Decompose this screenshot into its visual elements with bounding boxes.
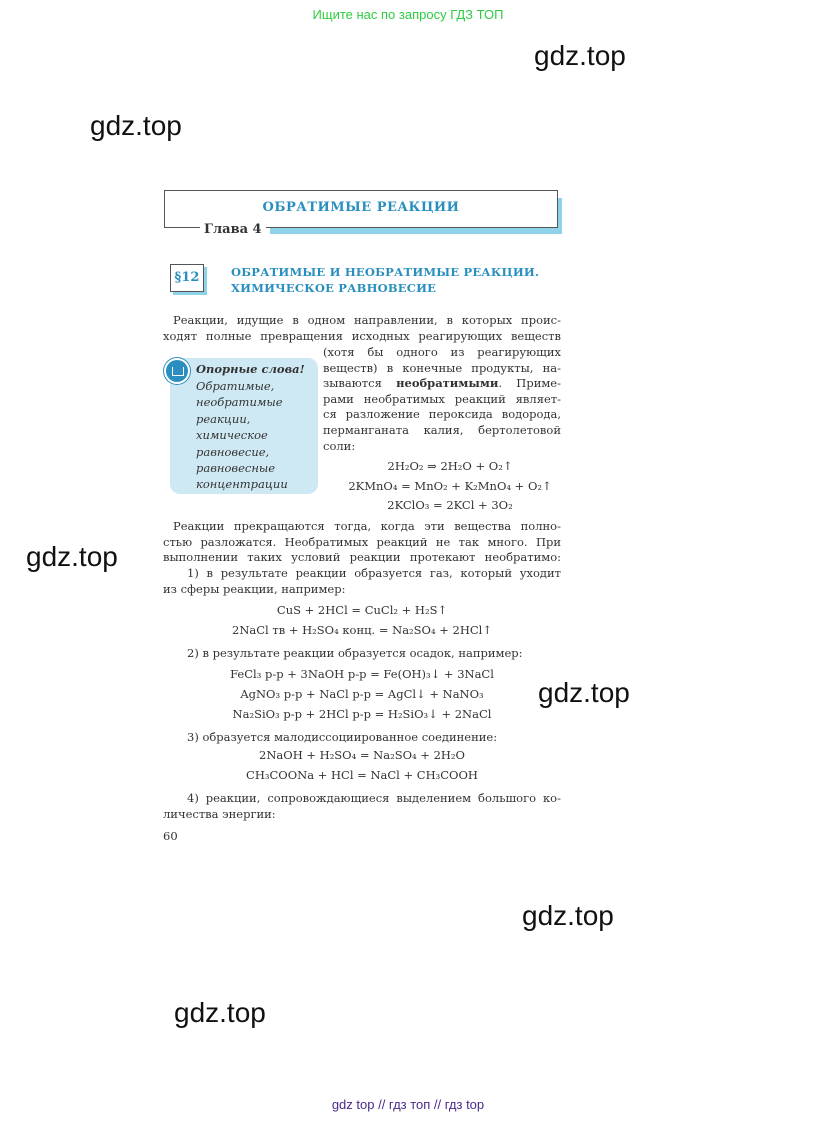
text-line: 4) реакции, сопровождающиеся выделением большого ко- (187, 791, 561, 805)
equation: FeCl₃ р-р + 3NaOH р-р = Fe(OH)₃↓ + 3NaCl (230, 667, 494, 681)
section-number: §12 (170, 264, 204, 292)
keyword-item: концентрации (196, 477, 288, 492)
keyword-item: Обратимые, (196, 379, 275, 393)
watermark: gdz.top (534, 40, 626, 71)
intro-line: ходят полные превращения исходных реагирующих веществ (163, 329, 561, 343)
keyword-item: реакции, (196, 411, 251, 426)
text-line (323, 376, 561, 392)
text-line: 3) образуется малодиссоциированное соединение: (187, 730, 498, 744)
keyword-item: равновесие, (196, 444, 270, 459)
equation: 2KMnO₄ = MnO₂ + K₂MnO₄ + O₂↑ (348, 479, 552, 493)
text-line: перманганата калия, бертолетовой (323, 422, 561, 437)
page-title: ОБРАТИМЫЕ РЕАКЦИИ (262, 200, 460, 215)
watermark: gdz.top (174, 997, 266, 1028)
text-line: (хотя бы одного из реагирующих (323, 345, 561, 359)
section-title (231, 264, 561, 296)
book-icon (164, 358, 190, 384)
equation: CH₃COONa + HCl = NaCl + CH₃COOH (246, 768, 478, 782)
keywords-list (196, 378, 288, 493)
intro-line: Реакции, идущие в одном направлении, в которых проис- (173, 313, 561, 327)
footer-links[interactable]: gdz top // гдз топ // гдз top (331, 1097, 485, 1112)
text-line: 1) в результате реакции образуется газ, который уходит (187, 566, 561, 580)
keyword-item: необратимые (196, 395, 283, 410)
text-line: 2) в результате реакции образуется осадок, например: (187, 646, 523, 660)
equation: 2NaCl тв + H₂SO₄ конц. = Na₂SO₄ + 2HCl↑ (232, 623, 492, 637)
equation: CuS + 2HCl = CuCl₂ + H₂S↑ (276, 603, 448, 617)
term-bold: необратимыми (396, 376, 499, 391)
text-line: личества энергии: (163, 807, 276, 821)
keyword-item: равновесные (196, 461, 276, 476)
equation: 2KClO₃ = 2KCl + 3O₂ (387, 498, 513, 512)
keyword-item: химическое (196, 428, 268, 443)
text-line: ся разложение пероксида водорода, (323, 407, 561, 422)
text-line: выполнении таких условий реакции протекают необратимо: (163, 550, 561, 564)
watermark: gdz.top (90, 110, 182, 141)
chapter-label: Глава 4 (200, 222, 266, 237)
text-line: из сферы реакции, например: (163, 582, 346, 596)
page-number: 60 (163, 829, 178, 843)
text-line: Реакции прекращаются тогда, когда эти вещества полно- (173, 519, 561, 533)
text-line: веществ) в конечные продукты, на- (323, 360, 561, 375)
text-fragment: . Приме- (498, 376, 561, 391)
equation: Na₂SiO₃ р-р + 2HCl р-р = H₂SiO₃↓ + 2NaCl (232, 707, 492, 721)
watermark: gdz.top (26, 541, 118, 572)
equation: 2NaOH + H₂SO₄ = Na₂SO₄ + 2H₂O (259, 748, 465, 762)
section-title-line: ОБРАТИМЫЕ И НЕОБРАТИМЫЕ РЕАКЦИИ. (231, 265, 540, 279)
text-line: стью разложатся. Необратимых реакций не так много. При (163, 535, 561, 549)
watermark: gdz.top (538, 677, 630, 708)
watermark: gdz.top (522, 900, 614, 931)
intro-side-text (323, 345, 561, 454)
text-line: рами необратимых реакций являет- (323, 391, 561, 406)
section-title-line: ХИМИЧЕСКОЕ РАВНОВЕСИЕ (231, 281, 437, 295)
equation: 2H₂O₂ ⇒ 2H₂O + O₂↑ (387, 459, 513, 473)
equation: AgNO₃ р-р + NaCl р-р = AgCl↓ + NaNO₃ (240, 687, 484, 701)
top-search-link[interactable]: Ищите нас по запросу ГДЗ ТОП (312, 7, 504, 22)
text-fragment: зываются (323, 376, 397, 391)
text-line: соли: (323, 438, 356, 453)
keywords-title: Опорные слова! (196, 362, 305, 376)
